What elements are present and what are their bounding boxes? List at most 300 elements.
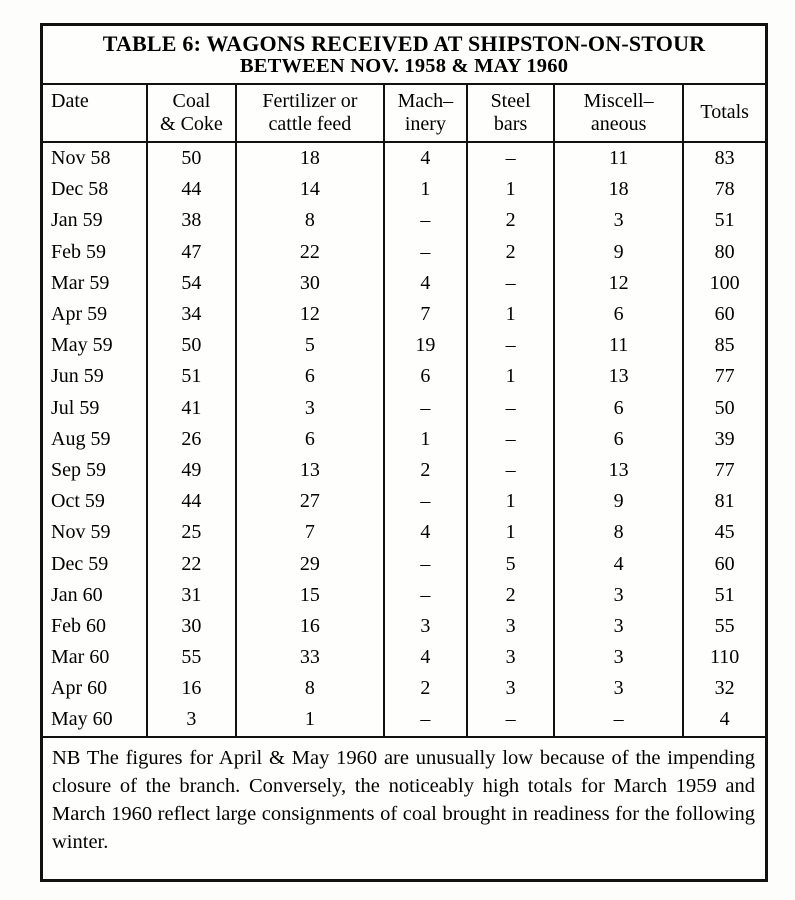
cell-date <box>43 580 148 611</box>
cell-value: 13 <box>608 365 629 388</box>
cell-tot <box>684 611 765 642</box>
cell-value: 80 <box>714 240 735 263</box>
cell-steel <box>468 361 555 392</box>
cell-value: 4 <box>420 646 431 669</box>
cell-value: 1 <box>505 178 516 201</box>
cell-date <box>43 299 148 330</box>
cell-mach <box>385 299 469 330</box>
table-row <box>43 205 765 236</box>
cell-value: 9 <box>613 240 624 263</box>
cell-value: 1 <box>505 365 516 388</box>
cell-value: 81 <box>714 490 735 513</box>
cell-date <box>43 517 148 548</box>
cell-misc <box>555 237 684 268</box>
cell-value: Sep 59 <box>51 458 106 481</box>
column-header-machinery <box>385 85 469 141</box>
cell-value: 77 <box>714 458 735 481</box>
cell-steel <box>468 548 555 579</box>
cell-value: 83 <box>714 147 735 170</box>
table-6 <box>40 23 768 882</box>
cell-value: – <box>420 209 431 232</box>
cell-value: 1 <box>304 708 315 731</box>
cell-misc <box>555 580 684 611</box>
cell-coal <box>148 143 238 174</box>
cell-misc <box>555 268 684 299</box>
cell-value: Mar 60 <box>51 646 110 669</box>
column-header-totals <box>684 85 765 141</box>
cell-value: 3 <box>613 209 624 232</box>
cell-date <box>43 548 148 579</box>
table-footnote-text: NB The figures for April & May 1960 are unusually low because of the impending closure of the branch. Conversely, the noticeably high totals for March 1959 and March 1960 reflect large consignments of coal brought in readiness for the following winter. <box>52 746 755 854</box>
cell-value: 3 <box>186 708 197 731</box>
cell-date <box>43 393 148 424</box>
cell-value: 51 <box>714 583 735 606</box>
cell-steel <box>468 143 555 174</box>
cell-mach <box>385 174 469 205</box>
table-row <box>43 143 765 174</box>
cell-date <box>43 237 148 268</box>
cell-fert <box>237 174 384 205</box>
cell-misc <box>555 143 684 174</box>
cell-value: Aug 59 <box>51 427 111 450</box>
cell-value: Dec 58 <box>51 178 109 201</box>
cell-value: 12 <box>299 303 320 326</box>
cell-value: 55 <box>181 646 202 669</box>
cell-value: 6 <box>304 365 315 388</box>
cell-value: 39 <box>714 427 735 450</box>
table-footnote <box>43 736 765 879</box>
cell-value: Feb 60 <box>51 614 106 637</box>
cell-coal <box>148 174 238 205</box>
cell-value: 2 <box>505 583 516 606</box>
cell-coal <box>148 580 238 611</box>
table-row <box>43 580 765 611</box>
column-header-fertilizer-line-1: Fertilizer or <box>262 89 358 112</box>
cell-value: 1 <box>420 178 431 201</box>
column-header-miscellaneous <box>555 85 684 141</box>
cell-value: 78 <box>714 178 735 201</box>
cell-value: 49 <box>181 458 202 481</box>
cell-value: 1 <box>505 490 516 513</box>
cell-value: 85 <box>714 334 735 357</box>
cell-misc <box>555 704 684 735</box>
cell-value: 15 <box>299 583 320 606</box>
cell-value: 8 <box>304 677 315 700</box>
table-row <box>43 237 765 268</box>
cell-tot <box>684 268 765 299</box>
cell-date <box>43 642 148 673</box>
cell-value: 4 <box>420 147 431 170</box>
cell-value: 3 <box>505 677 516 700</box>
cell-value: 4 <box>420 271 431 294</box>
column-header-coal-line-2: & Coke <box>160 113 223 135</box>
cell-date <box>43 174 148 205</box>
cell-value: 33 <box>299 646 320 669</box>
cell-value: Apr 59 <box>51 303 108 326</box>
cell-steel <box>468 611 555 642</box>
cell-coal <box>148 330 238 361</box>
cell-value: 22 <box>181 552 202 575</box>
cell-tot <box>684 548 765 579</box>
cell-tot <box>684 299 765 330</box>
table-row <box>43 673 765 704</box>
cell-value: Apr 60 <box>51 677 108 700</box>
cell-steel <box>468 174 555 205</box>
table-row <box>43 268 765 299</box>
cell-value: Mar 59 <box>51 271 110 294</box>
cell-value: 50 <box>181 334 202 357</box>
cell-value: May 59 <box>51 334 113 357</box>
cell-value: 11 <box>608 147 629 170</box>
cell-value: 9 <box>613 490 624 513</box>
cell-steel <box>468 455 555 486</box>
cell-steel <box>468 330 555 361</box>
cell-coal <box>148 673 238 704</box>
cell-value: 2 <box>420 677 431 700</box>
cell-value: 55 <box>714 614 735 637</box>
cell-coal <box>148 237 238 268</box>
cell-value: – <box>420 583 431 606</box>
cell-mach <box>385 486 469 517</box>
cell-coal <box>148 393 238 424</box>
column-header-totals-line-1: Totals <box>700 101 749 124</box>
cell-value: 13 <box>299 458 320 481</box>
table-row <box>43 361 765 392</box>
cell-value: 2 <box>505 240 516 263</box>
cell-steel <box>468 642 555 673</box>
cell-value: 38 <box>181 209 202 232</box>
table-title-line-1: TABLE 6: WAGONS RECEIVED AT SHIPSTON-ON-STOUR <box>102 31 706 57</box>
cell-value: May 60 <box>51 708 113 731</box>
cell-coal <box>148 642 238 673</box>
cell-value: 50 <box>181 147 202 170</box>
cell-value: 2 <box>420 458 431 481</box>
cell-value: 8 <box>304 209 315 232</box>
cell-value: – <box>420 396 431 419</box>
cell-value: 18 <box>299 147 320 170</box>
cell-coal <box>148 455 238 486</box>
cell-misc <box>555 517 684 548</box>
column-header-date-line-1: Date <box>51 90 89 112</box>
cell-mach <box>385 611 469 642</box>
cell-mach <box>385 330 469 361</box>
cell-value: 5 <box>505 552 516 575</box>
cell-date <box>43 424 148 455</box>
cell-value: 8 <box>613 521 624 544</box>
cell-steel <box>468 299 555 330</box>
cell-value: 34 <box>181 303 202 326</box>
table-row <box>43 424 765 455</box>
column-header-steel-line-1: Steel <box>490 89 531 112</box>
cell-mach <box>385 268 469 299</box>
cell-value: Jan 59 <box>51 209 103 232</box>
table-header-row <box>43 85 765 143</box>
cell-value: Oct 59 <box>51 490 105 513</box>
cell-tot <box>684 424 765 455</box>
cell-value: Nov 59 <box>51 521 111 544</box>
cell-date <box>43 704 148 735</box>
cell-value: 3 <box>420 614 431 637</box>
cell-value: – <box>420 552 431 575</box>
cell-value: 25 <box>181 521 202 544</box>
cell-value: – <box>420 708 431 731</box>
cell-mach <box>385 580 469 611</box>
cell-value: 3 <box>505 646 516 669</box>
cell-tot <box>684 393 765 424</box>
cell-value: Jan 60 <box>51 583 103 606</box>
cell-steel <box>468 673 555 704</box>
cell-mach <box>385 673 469 704</box>
cell-value: – <box>505 396 516 419</box>
cell-value: 6 <box>613 303 624 326</box>
cell-coal <box>148 517 238 548</box>
cell-value: 19 <box>415 334 436 357</box>
cell-coal <box>148 548 238 579</box>
cell-value: 50 <box>714 396 735 419</box>
table-title-block <box>43 26 765 85</box>
cell-tot <box>684 486 765 517</box>
cell-value: 45 <box>714 521 735 544</box>
cell-value: – <box>420 240 431 263</box>
cell-fert <box>237 299 384 330</box>
table-row <box>43 704 765 735</box>
cell-value: 2 <box>505 209 516 232</box>
cell-value: Nov 58 <box>51 147 111 170</box>
cell-date <box>43 205 148 236</box>
cell-value: 54 <box>181 271 202 294</box>
cell-coal <box>148 486 238 517</box>
cell-tot <box>684 237 765 268</box>
cell-misc <box>555 548 684 579</box>
cell-tot <box>684 174 765 205</box>
cell-fert <box>237 486 384 517</box>
cell-tot <box>684 455 765 486</box>
cell-value: 4 <box>613 552 624 575</box>
cell-mach <box>385 143 469 174</box>
cell-value: Feb 59 <box>51 240 106 263</box>
cell-fert <box>237 580 384 611</box>
cell-mach <box>385 455 469 486</box>
cell-tot <box>684 642 765 673</box>
table-body <box>43 143 765 736</box>
cell-value: 60 <box>714 552 735 575</box>
cell-value: 1 <box>505 303 516 326</box>
cell-mach <box>385 517 469 548</box>
cell-value: 6 <box>613 427 624 450</box>
cell-value: 41 <box>181 396 202 419</box>
cell-mach <box>385 393 469 424</box>
cell-date <box>43 143 148 174</box>
cell-misc <box>555 330 684 361</box>
cell-value: 1 <box>505 521 516 544</box>
cell-fert <box>237 143 384 174</box>
cell-coal <box>148 361 238 392</box>
cell-misc <box>555 361 684 392</box>
cell-value: – <box>505 458 516 481</box>
cell-value: 26 <box>181 427 202 450</box>
cell-value: 14 <box>299 178 320 201</box>
cell-value: 110 <box>710 646 740 669</box>
cell-fert <box>237 237 384 268</box>
table-row <box>43 174 765 205</box>
cell-misc <box>555 642 684 673</box>
cell-tot <box>684 361 765 392</box>
cell-value: 44 <box>181 490 202 513</box>
cell-value: 60 <box>714 303 735 326</box>
cell-value: 7 <box>420 303 431 326</box>
cell-value: Dec 59 <box>51 552 109 575</box>
cell-mach <box>385 361 469 392</box>
column-header-steel-line-2: bars <box>493 113 528 135</box>
cell-mach <box>385 548 469 579</box>
table-row <box>43 611 765 642</box>
table-row <box>43 393 765 424</box>
cell-fert <box>237 424 384 455</box>
cell-fert <box>237 205 384 236</box>
cell-value: 30 <box>181 614 202 637</box>
cell-value: 6 <box>613 396 624 419</box>
cell-misc <box>555 455 684 486</box>
cell-tot <box>684 143 765 174</box>
cell-misc <box>555 424 684 455</box>
cell-tot <box>684 580 765 611</box>
cell-value: 3 <box>613 614 624 637</box>
cell-steel <box>468 424 555 455</box>
column-header-coal-and-coke <box>148 85 238 141</box>
cell-value: 3 <box>505 614 516 637</box>
cell-value: 30 <box>299 271 320 294</box>
table-row <box>43 517 765 548</box>
cell-fert <box>237 642 384 673</box>
cell-value: 3 <box>304 396 315 419</box>
cell-coal <box>148 205 238 236</box>
cell-misc <box>555 611 684 642</box>
cell-value: 11 <box>608 334 629 357</box>
cell-mach <box>385 205 469 236</box>
cell-tot <box>684 673 765 704</box>
cell-value: – <box>505 708 516 731</box>
column-header-misc-line-1: Miscell– <box>583 89 654 112</box>
cell-value: – <box>613 708 624 731</box>
cell-steel <box>468 205 555 236</box>
cell-fert <box>237 393 384 424</box>
cell-mach <box>385 642 469 673</box>
cell-value: 4 <box>420 521 431 544</box>
cell-tot <box>684 704 765 735</box>
cell-value: 12 <box>608 271 629 294</box>
cell-fert <box>237 361 384 392</box>
table-title-line-2: BETWEEN NOV. 1958 & MAY 1960 <box>239 54 569 77</box>
cell-misc <box>555 673 684 704</box>
cell-value: – <box>505 271 516 294</box>
cell-fert <box>237 704 384 735</box>
cell-value: 7 <box>304 521 315 544</box>
table-row <box>43 330 765 361</box>
cell-coal <box>148 268 238 299</box>
cell-value: 47 <box>181 240 202 263</box>
cell-value: 3 <box>613 677 624 700</box>
cell-mach <box>385 424 469 455</box>
cell-date <box>43 455 148 486</box>
cell-value: – <box>505 427 516 450</box>
table-row <box>43 486 765 517</box>
table-row <box>43 642 765 673</box>
cell-coal <box>148 299 238 330</box>
cell-value: 32 <box>714 677 735 700</box>
cell-date <box>43 486 148 517</box>
cell-fert <box>237 330 384 361</box>
column-header-steel-bars <box>468 85 555 141</box>
cell-value: Jul 59 <box>51 396 100 419</box>
cell-coal <box>148 611 238 642</box>
cell-value: 16 <box>299 614 320 637</box>
cell-fert <box>237 548 384 579</box>
cell-date <box>43 611 148 642</box>
cell-value: 100 <box>709 271 740 294</box>
cell-steel <box>468 237 555 268</box>
column-header-coal-line-1: Coal <box>172 89 211 112</box>
cell-fert <box>237 611 384 642</box>
cell-date <box>43 673 148 704</box>
column-header-misc-line-2: aneous <box>590 113 647 135</box>
cell-value: 16 <box>181 677 202 700</box>
cell-misc <box>555 393 684 424</box>
cell-fert <box>237 268 384 299</box>
cell-value: Jun 59 <box>51 365 104 388</box>
cell-value: 29 <box>299 552 320 575</box>
cell-tot <box>684 517 765 548</box>
cell-tot <box>684 205 765 236</box>
cell-value: 22 <box>299 240 320 263</box>
table-row <box>43 299 765 330</box>
cell-value: 4 <box>719 708 730 731</box>
column-header-machinery-line-2: inery <box>404 113 446 135</box>
cell-value: – <box>505 147 516 170</box>
cell-coal <box>148 424 238 455</box>
column-header-fertilizer-line-2: cattle feed <box>268 113 352 135</box>
cell-value: 6 <box>420 365 431 388</box>
cell-value: 6 <box>304 427 315 450</box>
cell-fert <box>237 517 384 548</box>
cell-value: 1 <box>420 427 431 450</box>
cell-steel <box>468 704 555 735</box>
cell-misc <box>555 486 684 517</box>
cell-fert <box>237 673 384 704</box>
cell-date <box>43 268 148 299</box>
cell-value: 51 <box>181 365 202 388</box>
cell-tot <box>684 330 765 361</box>
cell-misc <box>555 299 684 330</box>
cell-mach <box>385 704 469 735</box>
column-header-date <box>43 85 148 141</box>
cell-date <box>43 361 148 392</box>
table-row <box>43 455 765 486</box>
table-row <box>43 548 765 579</box>
cell-value: 3 <box>613 583 624 606</box>
cell-misc <box>555 174 684 205</box>
cell-value: 51 <box>714 209 735 232</box>
cell-value: 18 <box>608 178 629 201</box>
cell-steel <box>468 268 555 299</box>
cell-value: 3 <box>613 646 624 669</box>
cell-coal <box>148 704 238 735</box>
column-header-machinery-line-1: Mach– <box>397 89 454 112</box>
cell-value: 77 <box>714 365 735 388</box>
cell-steel <box>468 486 555 517</box>
cell-value: 44 <box>181 178 202 201</box>
cell-value: – <box>505 334 516 357</box>
column-header-fertilizer-or-cattle-feed <box>237 85 384 141</box>
